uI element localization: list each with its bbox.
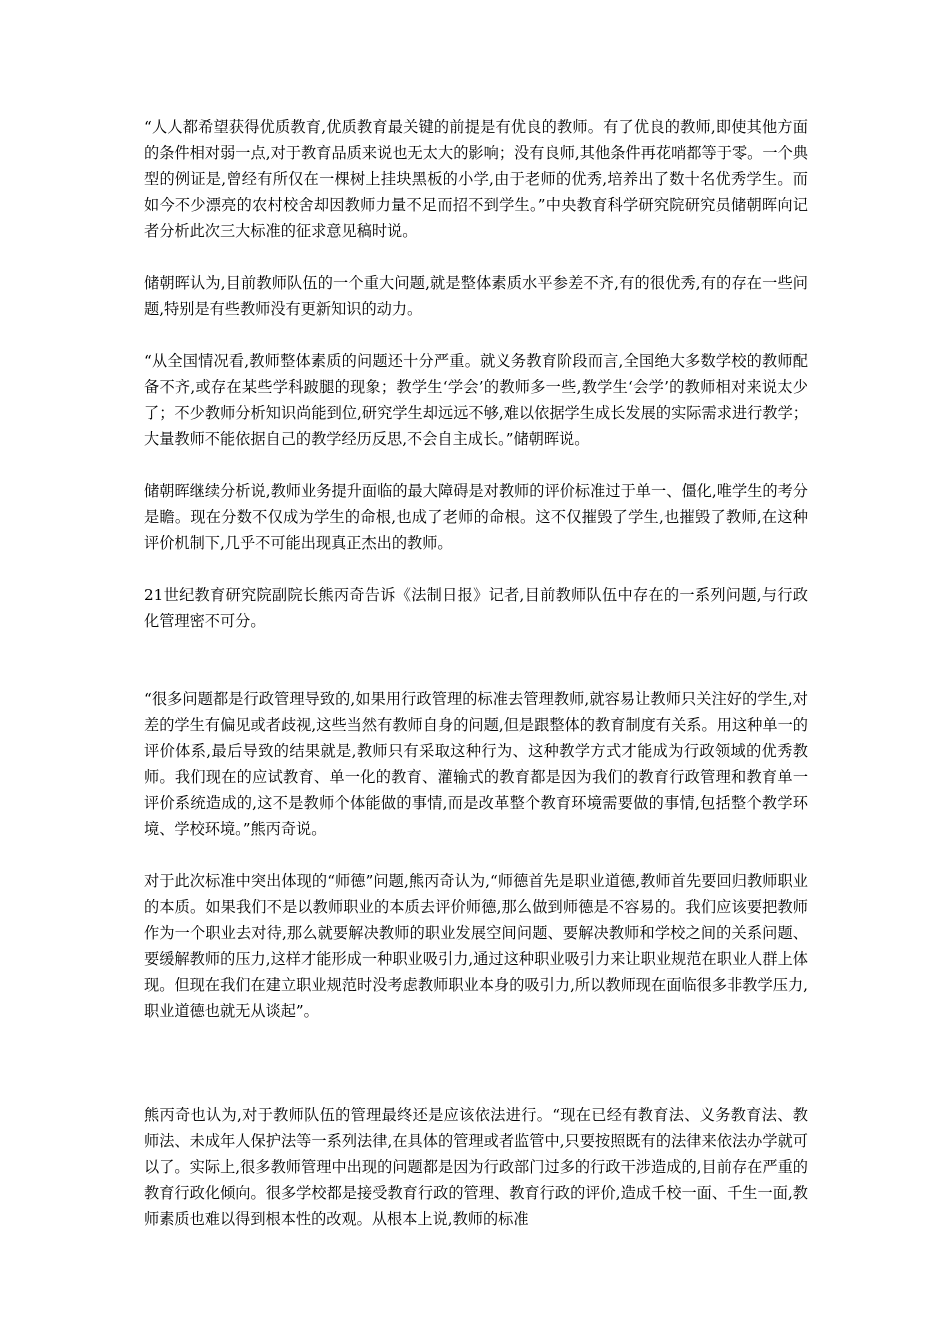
paragraph-4: 储朝晖继续分析说,教师业务提升面临的最大障碍是对教师的评价标准过于单一、僵化,唯学生的考分是瞻。现在分数不仅成为学生的命根,也成了老师的命根。这不仅摧毁了学生,也摧毁了教师,在这种评价机制下,几乎不可能出现真正杰出的教师。: [144, 482, 808, 552]
paragraph-1: “人人都希望获得优质教育,优质教育最关键的前提是有优良的教师。有了优良的教师,即使其他方面的条件相对弱一点,对于教育品质来说也无太大的影响；没有良师,其他条件再花哨都等于零。一个典型的例证是,曾经有所仅在一棵树上挂块黑板的小学,由于老师的优秀,培养出了数十名优秀学生。而如今不少漂亮的农村校舍却因教师力量不足而招不到学生。”中央教育科学研究院研究员储朝晖向记者分析此次三大标准的征求意见稿时说。: [144, 118, 808, 240]
paragraph-7: 对于此次标准中突出体现的“师德”问题,熊丙奇认为,“师德首先是职业道德,教师首先要回归教师职业的本质。如果我们不是以教师职业的本质去评价师德,那么做到师德是不容易的。我们应该要把教师作为一个职业去对待,那么就要解决教师的职业发展空间问题、要解决教师和学校之间的关系问题、要缓解教师的压力,这样才能形成一种职业吸引力,通过这种职业吸引力来让职业规范在职业人群上体现。但现在我们在建立职业规范时没考虑教师职业本身的吸引力,所以教师现在面临很多非教学压力,职业道德也就无从谈起”。: [144, 872, 808, 1020]
paragraph-5: 21世纪教育研究院副院长熊丙奇告诉《法制日报》记者,目前教师队伍中存在的一系列问题,与行政化管理密不可分。: [144, 586, 808, 630]
paragraph-3: “从全国情况看,教师整体素质的问题还十分严重。就义务教育阶段而言,全国绝大多数学校的教师配备不齐,或存在某些学科跛腿的现象；教学生‘学会’的教师多一些,教学生‘会学’的教师相对来说太少了；不少教师分析知识尚能到位,研究学生却远远不够,难以依据学生成长发展的实际需求进行教学；大量教师不能依据自己的教学经历反思,不会自主成长。”储朝晖说。: [144, 352, 808, 448]
document-body: [144, 114, 808, 1232]
paragraph-6: “很多问题都是行政管理导致的,如果用行政管理的标准去管理教师,就容易让教师只关注好的学生,对差的学生有偏见或者歧视,这些当然有教师自身的问题,但是跟整体的教育制度有关系。用这种单一的评价体系,最后导致的结果就是,教师只有采取这种行为、这种教学方式才能成为行政领域的优秀教师。我们现在的应试教育、单一化的教育、灌输式的教育都是因为我们的教育行政管理和教育单一评价系统造成的,这不是教师个体能做的事情,而是改革整个教育环境需要做的事情,包括整个教学环境、学校环境。”熊丙奇说。: [144, 690, 808, 838]
paragraph-2: 储朝晖认为,目前教师队伍的一个重大问题,就是整体素质水平参差不齐,有的很优秀,有的存在一些问题,特别是有些教师没有更新知识的动力。: [144, 274, 808, 318]
paragraph-8: 熊丙奇也认为,对于教师队伍的管理最终还是应该依法进行。“现在已经有教育法、义务教育法、教师法、未成年人保护法等一系列法律,在具体的管理或者监管中,只要按照既有的法律来依法办学就可以了。实际上,很多教师管理中出现的问题都是因为行政部门过多的行政干涉造成的,目前存在严重的教育行政化倾向。很多学校都是接受教育行政的管理、教育行政的评价,造成千校一面、千生一面,教师素质也难以得到根本性的改观。从根本上说,教师的标准: [144, 1106, 808, 1228]
